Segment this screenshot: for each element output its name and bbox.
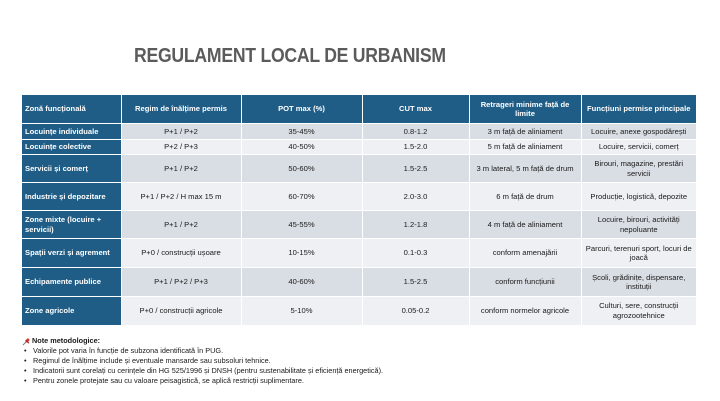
cell-pot: 5-10%	[241, 297, 362, 325]
note-item: • Valorile pot varia în funcție de subzona identificată în PUG.	[32, 346, 682, 356]
cell-zone: Zone agricole	[22, 297, 121, 325]
cell-cut: 1.5-2.5	[362, 268, 469, 297]
cell-setbacks: conform normelor agricole	[469, 297, 581, 325]
cell-cut: 1.5-2.5	[362, 155, 469, 183]
cell-pot: 10-15%	[241, 239, 362, 268]
cell-height: P+2 / P+3	[121, 140, 241, 155]
cell-zone: Spații verzi și agrement	[22, 239, 121, 268]
cell-zone: Zone mixte (locuire + servicii)	[22, 211, 121, 239]
cell-zone: Servicii și comerț	[22, 155, 121, 183]
cell-functions: Birouri, magazine, prestări servicii	[581, 155, 696, 183]
note-item: • Indicatorii sunt corelați cu cerințele din HG 525/1996 și DNSH (pentru sustenabilitate și eficiență energetică).	[32, 366, 682, 376]
page-title: REGULAMENT LOCAL DE URBANISM	[134, 44, 446, 67]
cell-pot: 40-60%	[241, 268, 362, 297]
col-header-setbacks: Retrageri minime față de limite	[469, 95, 581, 124]
table-row	[22, 183, 696, 211]
cell-height: P+1 / P+2	[121, 155, 241, 183]
cell-pot: 40-50%	[241, 140, 362, 155]
cell-height: P+1 / P+2 / H max 15 m	[121, 183, 241, 211]
cell-setbacks: 4 m față de aliniament	[469, 211, 581, 239]
col-header-functions: Funcțiuni permise principale	[581, 95, 696, 124]
cell-cut: 0.8-1.2	[362, 124, 469, 140]
table-header-row	[22, 95, 696, 124]
table-row	[22, 239, 696, 268]
cell-functions: Locuire, birouri, activități nepoluante	[581, 211, 696, 239]
cell-functions: Locuire, servicii, comerț	[581, 140, 696, 155]
cell-cut: 0.05-0.2	[362, 297, 469, 325]
table-row	[22, 140, 696, 155]
cell-setbacks: conform funcțiunii	[469, 268, 581, 297]
cell-pot: 60-70%	[241, 183, 362, 211]
table-row	[22, 155, 696, 183]
cell-pot: 50-60%	[241, 155, 362, 183]
cell-setbacks: 3 m lateral, 5 m față de drum	[469, 155, 581, 183]
note-item: • Regimul de înălțime include și eventuale mansarde sau subsoluri tehnice.	[32, 356, 682, 366]
urbanism-table	[22, 95, 696, 325]
cell-height: P+1 / P+2 / P+3	[121, 268, 241, 297]
cell-height: P+1 / P+2	[121, 124, 241, 140]
pushpin-icon	[22, 337, 31, 346]
notes-list	[22, 346, 682, 386]
col-header-cut: CUT max	[362, 95, 469, 124]
cell-pot: 45-55%	[241, 211, 362, 239]
cell-setbacks: conform amenajării	[469, 239, 581, 268]
cell-setbacks: 5 m față de aliniament	[469, 140, 581, 155]
col-header-zone: Zonă funcțională	[22, 95, 121, 124]
cell-cut: 1.2-1.8	[362, 211, 469, 239]
cell-setbacks: 6 m față de drum	[469, 183, 581, 211]
cell-height: P+1 / P+2	[121, 211, 241, 239]
cell-height: P+0 / construcții agricole	[121, 297, 241, 325]
cell-setbacks: 3 m față de aliniament	[469, 124, 581, 140]
cell-zone: Echipamente publice	[22, 268, 121, 297]
table-row	[22, 211, 696, 239]
cell-functions: Parcuri, terenuri sport, locuri de joacă	[581, 239, 696, 268]
table-row	[22, 268, 696, 297]
cell-functions: Locuire, anexe gospodărești	[581, 124, 696, 140]
cell-cut: 0.1-0.3	[362, 239, 469, 268]
cell-functions: Producție, logistică, depozite	[581, 183, 696, 211]
cell-cut: 2.0-3.0	[362, 183, 469, 211]
cell-zone: Industrie și depozitare	[22, 183, 121, 211]
cell-pot: 35-45%	[241, 124, 362, 140]
col-header-height: Regim de înălțime permis	[121, 95, 241, 124]
cell-cut: 1.5-2.0	[362, 140, 469, 155]
cell-functions: Culturi, sere, construcții agrozootehnice	[581, 297, 696, 325]
cell-zone: Locuințe individuale	[22, 124, 121, 140]
notes-heading-row	[22, 336, 682, 346]
cell-height: P+0 / construcții ușoare	[121, 239, 241, 268]
table-row	[22, 297, 696, 325]
cell-functions: Școli, grădinițe, dispensare, instituții	[581, 268, 696, 297]
cell-zone: Locuințe colective	[22, 140, 121, 155]
notes-heading: Note metodologice:	[32, 336, 101, 345]
note-item: • Pentru zonele protejate sau cu valoare peisagistică, se aplică restricții suplimentare.	[32, 376, 682, 386]
table-row	[22, 124, 696, 140]
methodology-notes	[22, 336, 682, 386]
col-header-pot: POT max (%)	[241, 95, 362, 124]
